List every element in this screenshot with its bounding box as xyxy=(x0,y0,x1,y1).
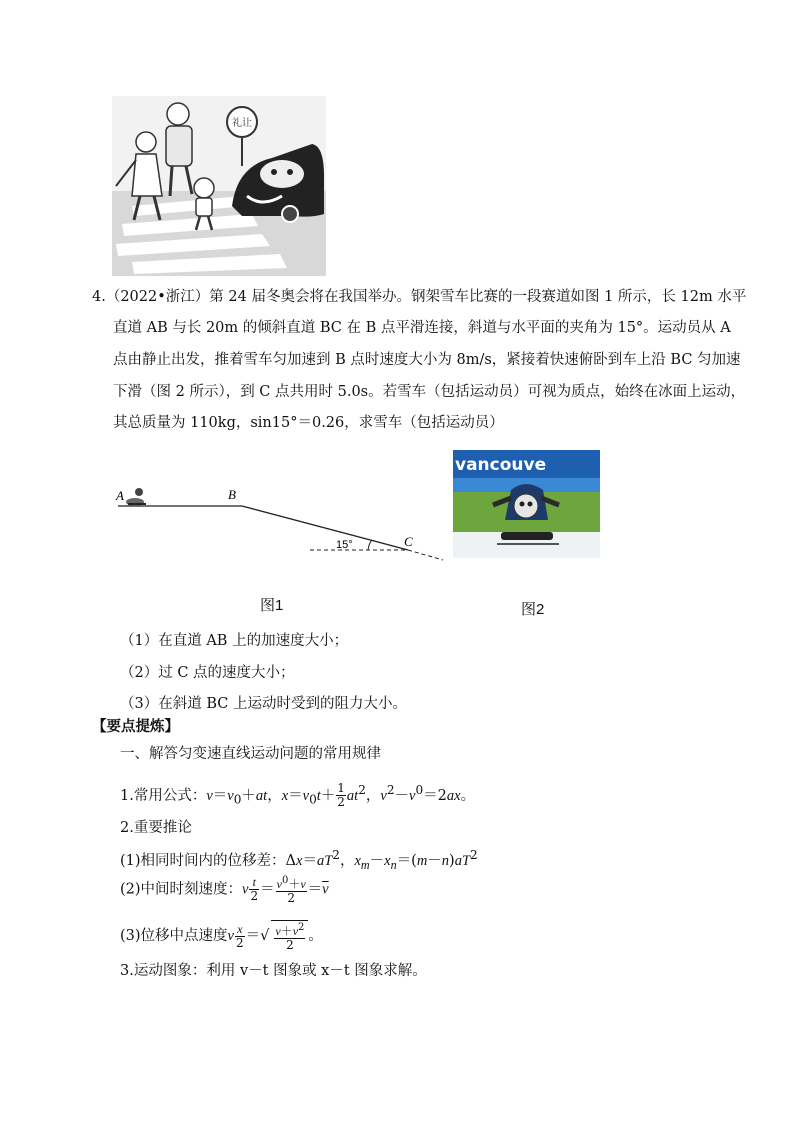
figure-2-photo xyxy=(453,450,600,558)
track-bc xyxy=(242,506,408,550)
problem-line-1: 4.（2022•浙江）第 24 届冬奥会将在我国举办。钢架雪车比赛的一段赛道如图 1 所示，长 12m 水平 xyxy=(92,289,747,305)
common-formulas-label: 1.常用公式： xyxy=(120,787,207,804)
figure-1-caption: 图1 xyxy=(260,597,284,614)
middle-time-velocity-label: (2)中间时刻速度： xyxy=(120,881,243,898)
question-2: （2）过 C 点的速度大小； xyxy=(120,665,295,681)
skeleton-photo-svg xyxy=(453,450,600,558)
banner-text: vancouve xyxy=(455,455,547,475)
displacement-difference-label: (1)相同时间内的位移差： xyxy=(120,852,286,869)
middle-position-velocity-label: (3)位移中点速度 xyxy=(120,928,228,944)
sled-rider-icon xyxy=(126,488,146,506)
key-points-section-1: 一、解答匀变速直线运动问题的常用规律 xyxy=(120,746,381,762)
sign-text: 礼让 xyxy=(232,118,252,129)
question-3: （3）在斜道 BC 上运动时受到的阻力大小。 xyxy=(120,696,407,712)
track-diagram-svg xyxy=(110,480,455,570)
problem-line-3: 点由静止出发，推着雪车匀加速到 B 点时速度大小为 8m/s，紧接着快速俯卧到车上沿 BC 匀加速 xyxy=(113,352,741,368)
angle-label: 15° xyxy=(336,539,353,551)
displacement-difference-line: (1)相同时间内的位移差：$\Delta x=aT^2$，$x_m-x_n=(m-n)aT^2$ xyxy=(120,848,478,872)
crossing-illustration xyxy=(112,96,326,276)
track-extension xyxy=(408,550,443,560)
figure-2-caption: 图2 xyxy=(521,601,545,618)
middle-time-velocity-line: (2)中间时刻速度：v $\frac{t}{2}$ ＝ $\frac{v^0+v}{2}$ $=\overline{v}$ xyxy=(120,875,329,905)
key-points-heading: 【要点提炼】 xyxy=(92,718,179,735)
problem-line-2: 直道 AB 与长 20m 的倾斜直道 BC 在 B 点平滑连接，斜道与水平面的夹角为 15°。运动员从 A xyxy=(113,320,731,336)
figure-1-diagram xyxy=(110,480,455,570)
angle-arc xyxy=(368,540,372,550)
label-b: B xyxy=(228,487,236,502)
motion-graph-method: 3.运动图象：利用 v－t 图象或 x－t 图象求解。 xyxy=(120,963,427,979)
question-1: （1）在直道 AB 上的加速度大小； xyxy=(120,633,349,649)
problem-line-5: 其总质量为 110kg，sin15°＝0.26，求雪车（包括运动员） xyxy=(113,415,504,431)
label-a: A xyxy=(116,488,124,503)
important-corollaries: 2.重要推论 xyxy=(120,820,192,836)
common-formulas-line: 1.常用公式：$v=v_0+at$，$x=v_0t+$ $\frac{1}{2}$ $at^2$，$v^2-v^0=2ax$。 xyxy=(120,781,476,810)
label-c: C xyxy=(404,534,413,549)
problem-line-4: 下滑（图 2 所示），到 C 点共用时 5.0s。若雪车（包括运动员）可视为质点，始终在冰面上运动， xyxy=(113,384,746,400)
middle-position-velocity-line: (3)位移中点速度v $\frac{x}{2}$ ＝√ $\frac{v+v^2}{2}$ 。 xyxy=(120,921,323,952)
crossing-illustration-svg xyxy=(112,96,326,276)
